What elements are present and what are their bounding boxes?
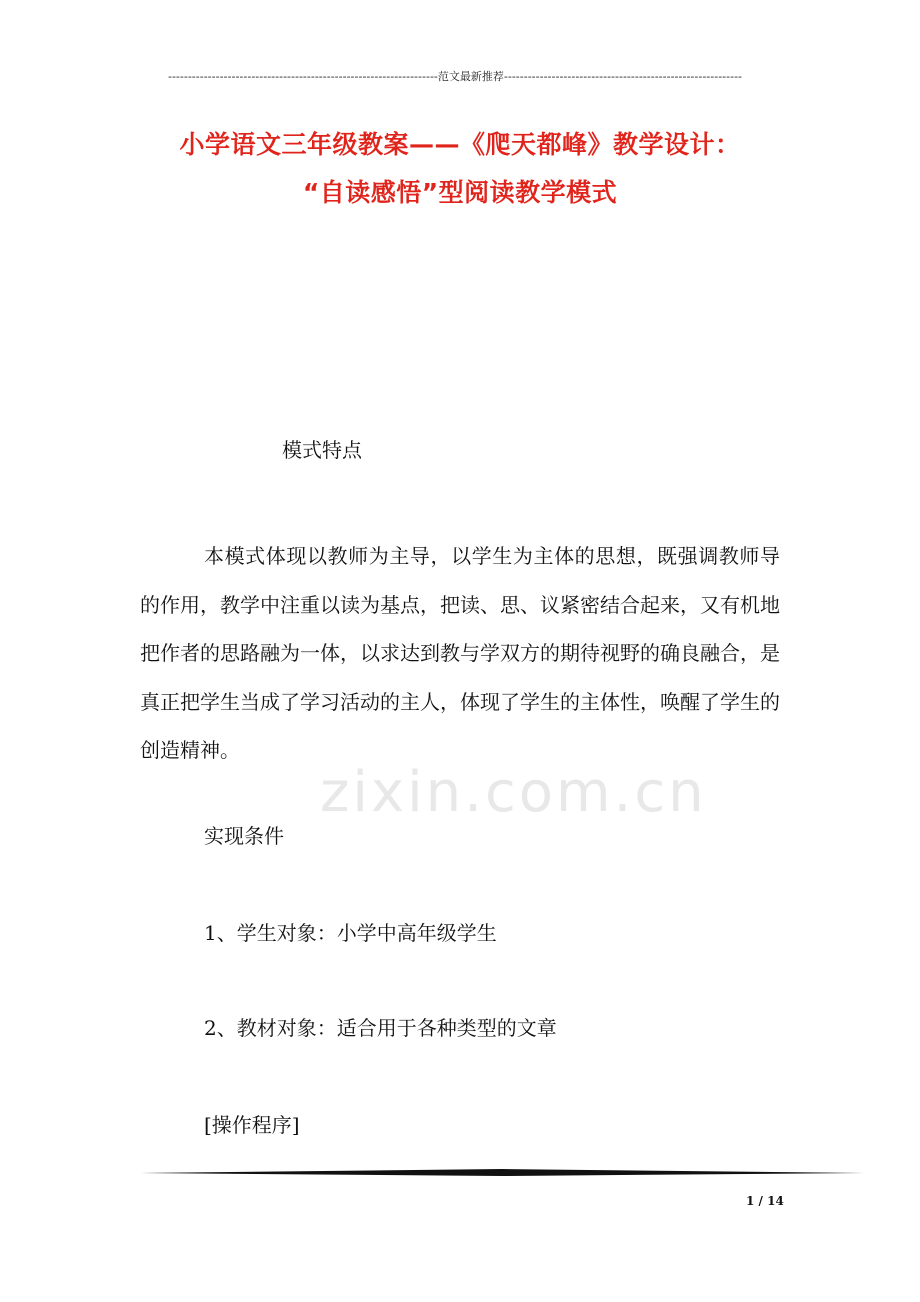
condition-item-1: 1、学生对象：小学中高年级学生 xyxy=(204,921,497,945)
section-heading-conditions: 实现条件 xyxy=(204,824,284,848)
page-header: --------------------------------------------------------------------范文最新推荐------------------------------------------------------------ xyxy=(167,70,743,83)
section-heading-procedure: [操作程序] xyxy=(204,1113,300,1137)
page-number: 1 / 14 xyxy=(746,1194,784,1208)
condition-item-2: 2、教材对象：适合用于各种类型的文章 xyxy=(204,1016,557,1040)
section-heading-mode: 模式特点 xyxy=(282,438,362,462)
document-title-line-2: “自读感悟”型阅读教学模式 xyxy=(302,178,618,207)
watermark: zixin.com.cn xyxy=(320,760,707,825)
mode-description-paragraph: 本模式体现以教师为主导，以学生为主体的思想，既强调教师导的作用，教学中注重以读为基点，把读、思、议紧密结合起来，又有机地把作者的思路融为一体，以求达到教与学双方的期待视野的确良融合，是真正把学生当成了学习活动的主人，体现了学生的主体性，唤醒了学生的创造精神。 xyxy=(140,544,780,762)
footer-divider xyxy=(140,1166,864,1180)
document-title-line-1: 小学语文三年级教案——《爬天都峰》教学设计： xyxy=(179,130,741,159)
